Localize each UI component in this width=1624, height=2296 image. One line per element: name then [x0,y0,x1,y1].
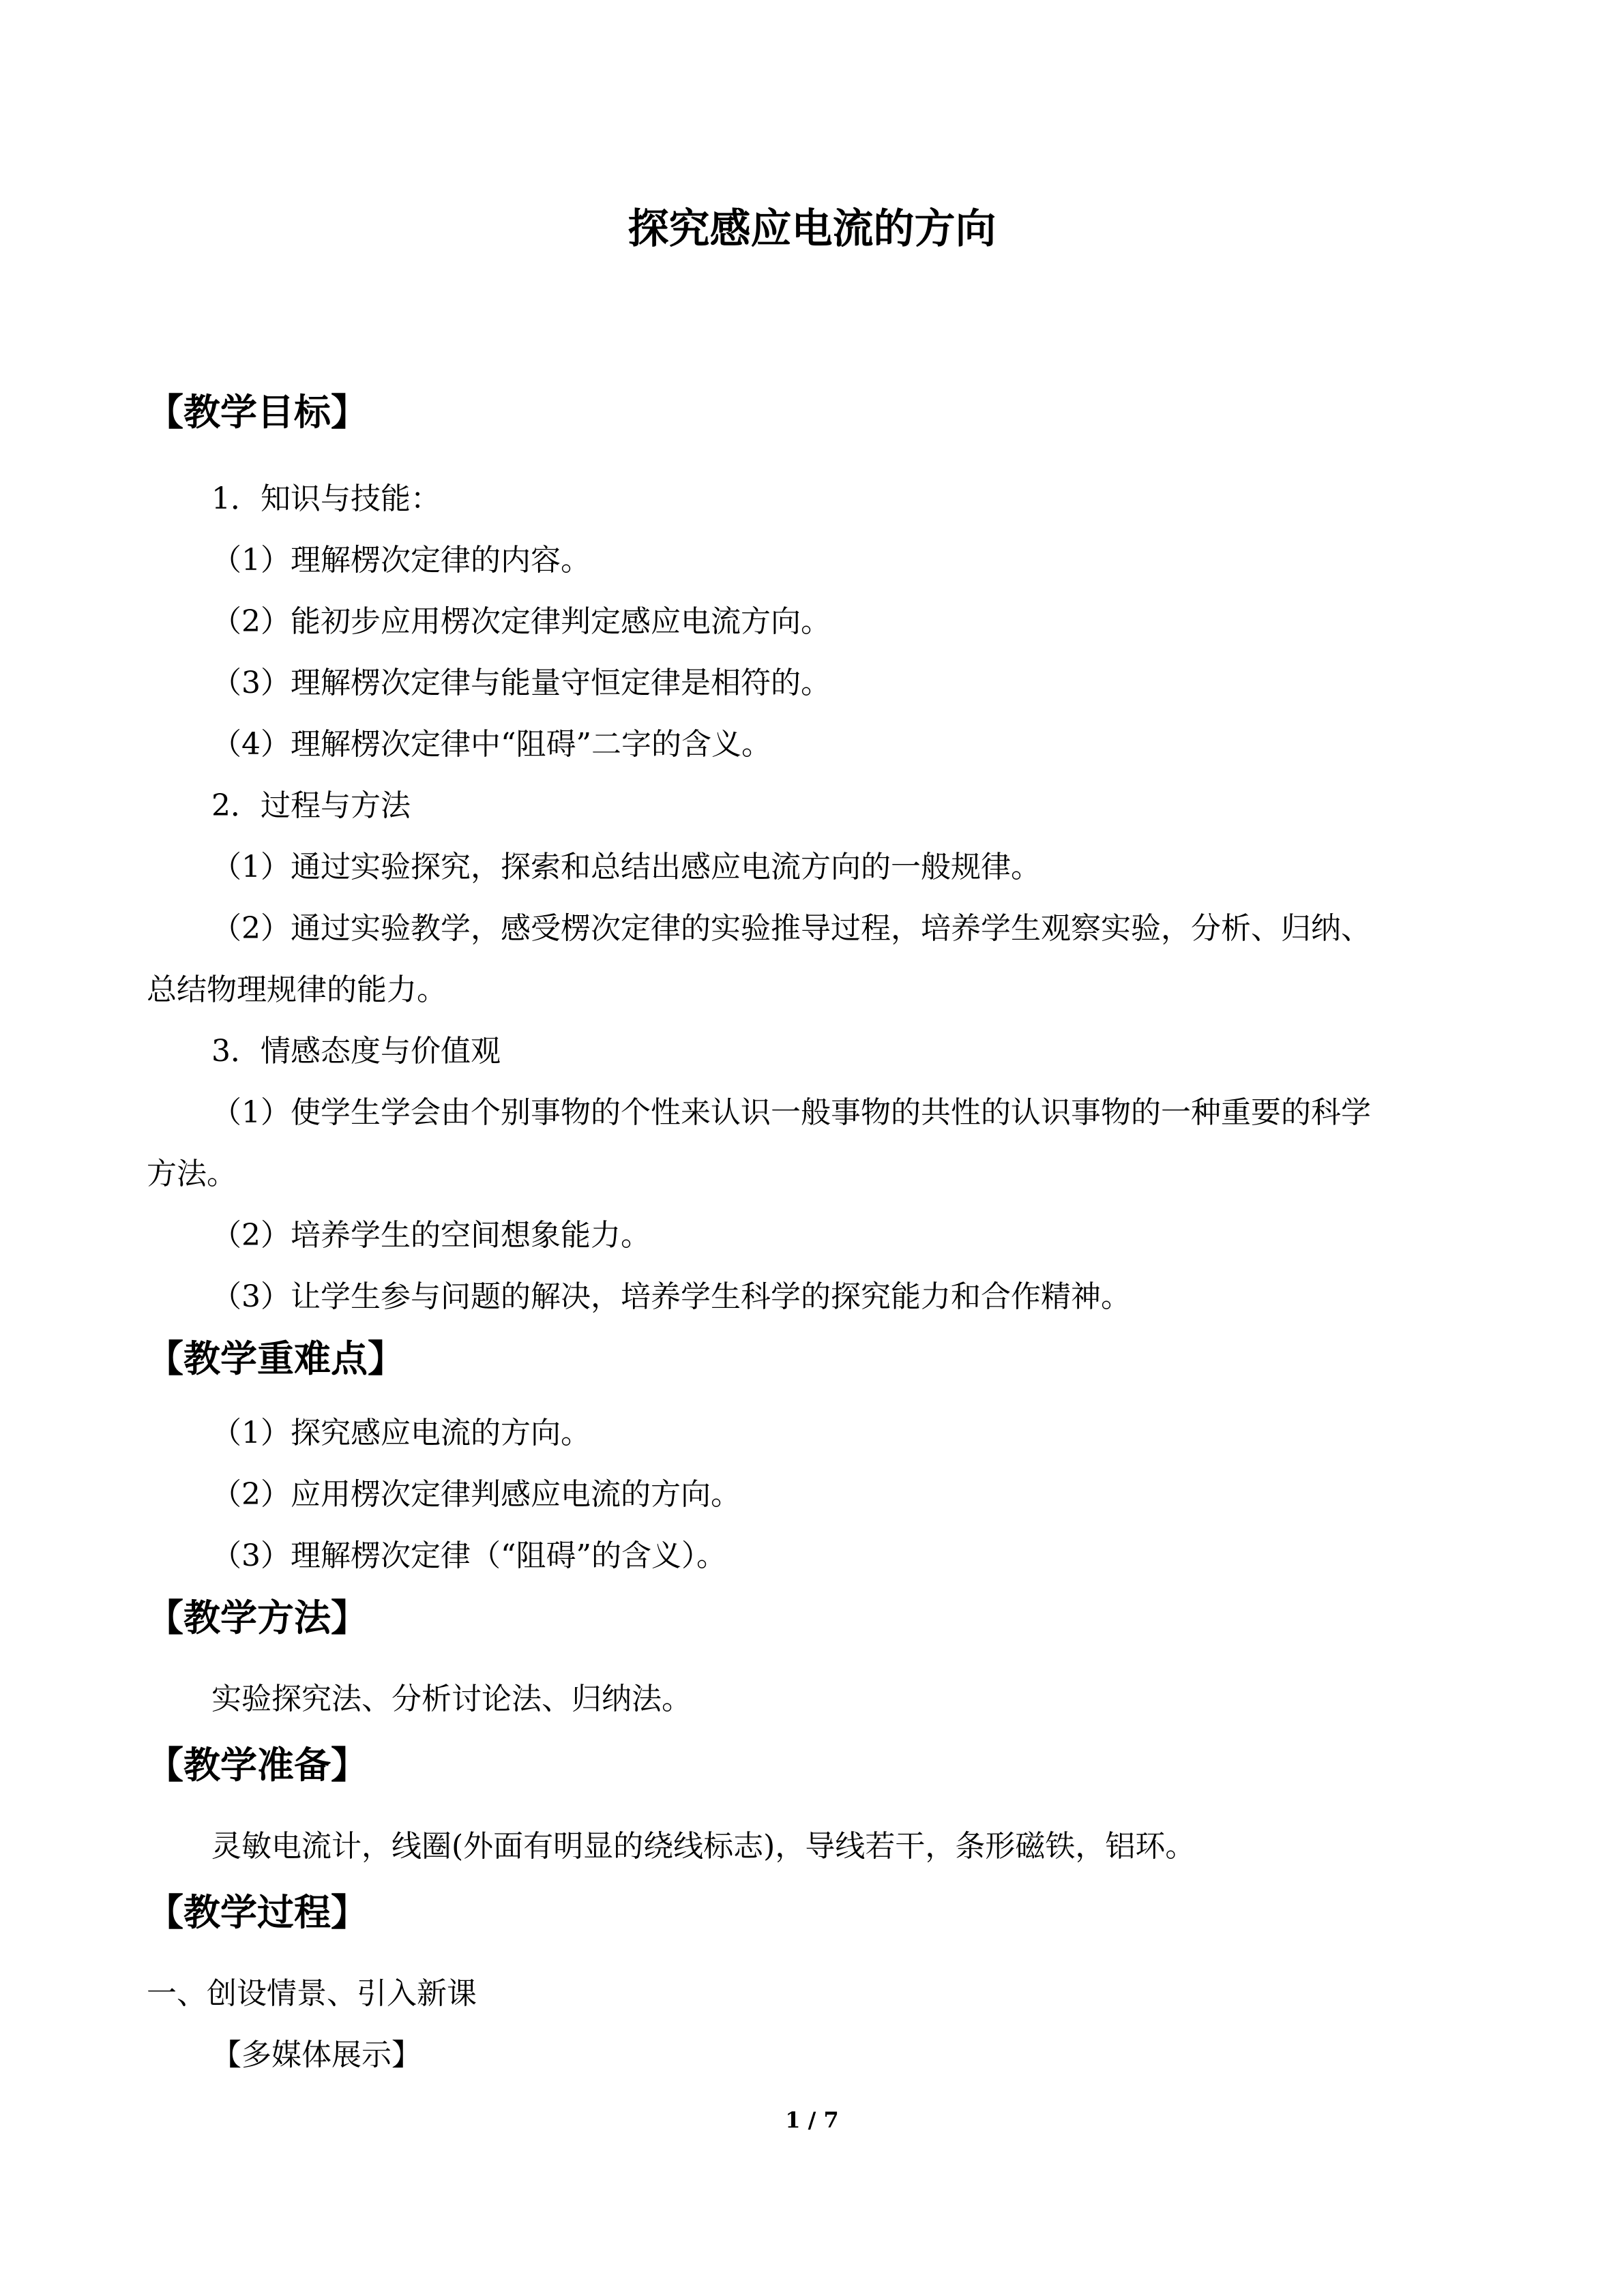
objectives-line: （1）使学生学会由个别事物的个性来认识一般事物的共性的认识事物的一种重要的科学 [211,1095,1371,1130]
objectives-line: （2）能初步应用楞次定律判定感应电流方向。 [211,604,831,639]
key-points-line: （1）探究感应电流的方向。 [211,1416,591,1450]
objectives-line: （2）通过实验教学，感受楞次定律的实验推导过程，培养学生观察实验，分析、归纳、 [211,911,1371,946]
objectives-line: 1．知识与技能： [211,481,441,516]
key-points-line: （3）理解楞次定律（“阻碍”的含义）。 [211,1538,726,1573]
objectives-line: 2．过程与方法 [211,788,411,823]
preparation-line: 灵敏电流计，线圈(外面有明显的绕线标志)，导线若干，条形磁铁，铝环。 [211,1829,1196,1864]
process-line: 【多媒体展示】 [211,2038,422,2072]
objectives-line: 3．情感态度与价值观 [211,1034,501,1069]
key-points-line: （2）应用楞次定律判感应电流的方向。 [211,1477,741,1512]
objectives-line: （1）通过实验探究，探索和总结出感应电流方向的一般规律。 [211,850,1041,884]
section-heading-process: 【教学过程】 [147,1890,368,1934]
objectives-line: （4）理解楞次定律中“阻碍”二字的含义。 [211,727,771,762]
objectives-line: 方法。 [147,1157,237,1191]
objectives-line: （3）理解楞次定律与能量守恒定律是相符的。 [211,666,831,700]
objectives-line: （1）理解楞次定律的内容。 [211,543,591,578]
section-heading-preparation: 【教学准备】 [147,1743,368,1787]
document-title: 探究感应电流的方向 [628,205,996,253]
section-heading-key-points: 【教学重难点】 [147,1337,404,1380]
objectives-line: 总结物理规律的能力。 [147,972,447,1007]
section-heading-methods: 【教学方法】 [147,1596,368,1639]
objectives-line: （3）让学生参与问题的解决，培养学生科学的探究能力和合作精神。 [211,1279,1131,1314]
section-heading-objectives: 【教学目标】 [147,390,368,434]
process-line: 一、创设情景、引入新课 [147,1976,477,2011]
page-number: 1 / 7 [785,2107,839,2133]
objectives-line: （2）培养学生的空间想象能力。 [211,1218,651,1253]
methods-line: 实验探究法、分析讨论法、归纳法。 [211,1682,692,1716]
